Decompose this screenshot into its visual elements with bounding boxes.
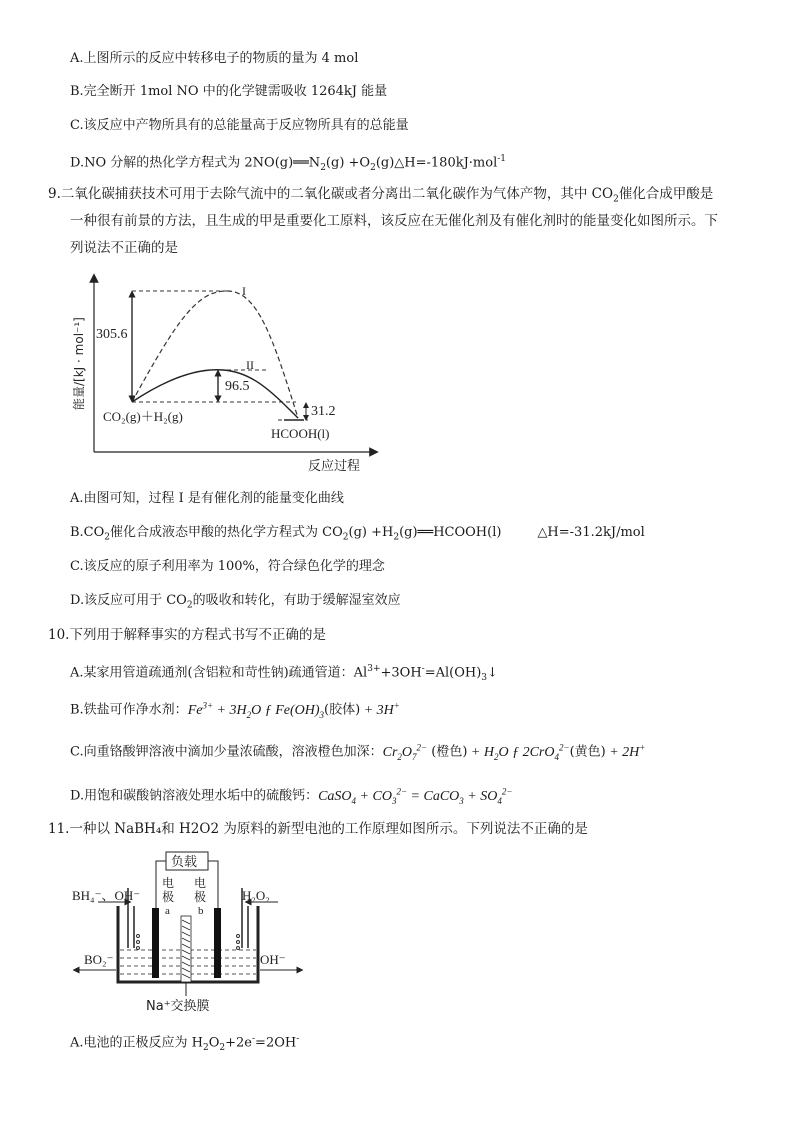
q9-energy-diagram: [68, 268, 388, 478]
q10-option-b: B.铁盐可作净水剂：$Fe^{3+} + 3H_2O$ ƒ $Fe(OH)_3$(胶体) + 3H+: [70, 700, 400, 720]
q9-option-c: C.该反应的原子利用率为 100%，符合绿色化学的理念: [70, 559, 385, 574]
svg-text:电: 电: [194, 876, 207, 890]
q10-option-a: A.某家用管道疏通剂(含铝粒和苛性钠)疏通管道：$Al^{3+}+3OH^-=Al(OH)_3↓$: [70, 664, 498, 683]
q10-option-c: C.向重铬酸钾溶液中滴加少量浓硫酸，溶液橙色加深：$Cr_2O_7^{2-}$ (橙色) + $H_2O$ ƒ 2CrO$_4^{2-}$(黄色) + 2H+: [70, 742, 646, 762]
x-axis-label: 反应过程: [308, 459, 361, 474]
curve-I: [132, 291, 298, 418]
q11-stem: 11.一种以 NaBH₄和 H2O2 为原料的新型电池的工作原理如图所示。下列说法不正确的是: [48, 821, 588, 837]
oh-label: OH⁻: [260, 952, 286, 967]
q9-stem-line3: 列说法不正确的是: [70, 240, 178, 256]
q9-stem-line2: 一种很有前景的方法，且生成的甲是重要化工原料，该反应在无催化剂及有催化剂时的能量变化如图所示。下: [70, 213, 718, 229]
svg-text:电: 电: [162, 876, 175, 890]
electrode-b: [214, 908, 221, 978]
q9-option-b: $B.CO_2$催化合成液态甲酸的热化学方程式为 $CO_2(g)$ $+H_2(g)══HCOOH(l)$ △H=-31.2kJ/mol: [70, 525, 645, 543]
curve-II-label: II: [246, 358, 254, 372]
svg-text:极: 极: [162, 890, 175, 904]
y-axis-label: 能量/[kJ · mol⁻¹]: [72, 317, 86, 410]
value-31: 31.2: [311, 404, 336, 419]
h2o2-label: H₂O₂: [242, 888, 270, 903]
value-305: 305.6: [96, 327, 128, 342]
load-label: 负载: [171, 855, 198, 870]
curve-I-label: I: [242, 284, 246, 298]
q11-option-a: A.电池的正极反应为 $H_2O_2+2e^-=2OH^-$: [70, 1034, 300, 1053]
q11-battery-diagram: [68, 848, 308, 1018]
q9-option-d: D.该反应可用于 $CO_2$的吸收和转化，有助于缓解湿室效应: [70, 593, 401, 611]
bh4-oh-label: BH₄⁻、OH⁻: [72, 888, 141, 903]
product-label: HCOOH(l): [271, 426, 330, 441]
membrane-label: Na⁺交换膜: [146, 999, 210, 1014]
q8-option-d: D.NO 分解的热化学方程式为 $2NO(g)══N_2(g)$ $+O_2(g)\triangle H=-180kJ\cdot mol^{-1}$: [70, 154, 507, 173]
bo2-label: BO₂⁻: [84, 952, 114, 967]
electrode-a-label: a: [165, 905, 170, 917]
q10-stem: 10.下列用于解释事实的方程式书写不正确的是: [48, 627, 326, 643]
q8-option-a: A.上图所示的反应中转移电子的物质的量为 4 mol: [70, 51, 359, 66]
q10-option-d: D.用饱和碳酸钠溶液处理水垢中的硫酸钙：CaSO$_4$ + $CO_3^{2-}$ = CaCO$_3$ + $SO_4^{2-}$: [70, 786, 513, 806]
q8-option-b: B.完全断开 1mol NO 中的化学键需吸收 1264kJ 能量: [70, 84, 388, 99]
svg-text:极: 极: [194, 890, 207, 904]
electrode-a: [152, 908, 159, 978]
q8-option-c: C.该反应中产物所具有的总能量高于反应物所具有的总能量: [70, 118, 409, 133]
electrode-b-label: b: [198, 905, 204, 917]
q9-option-a: A.由图可知，过程 I 是有催化剂的能量变化曲线: [70, 491, 344, 506]
q9-stem-line1: 9.二氧化碳捕获技术可用于去除气流中的二氧化碳或者分离出二氧化碳作为气体产物，其中 $CO_2$催化合成甲酸是: [48, 186, 714, 205]
value-96: 96.5: [225, 379, 250, 394]
reactant-label: CO₂(g)＋H₂(g): [103, 409, 183, 424]
